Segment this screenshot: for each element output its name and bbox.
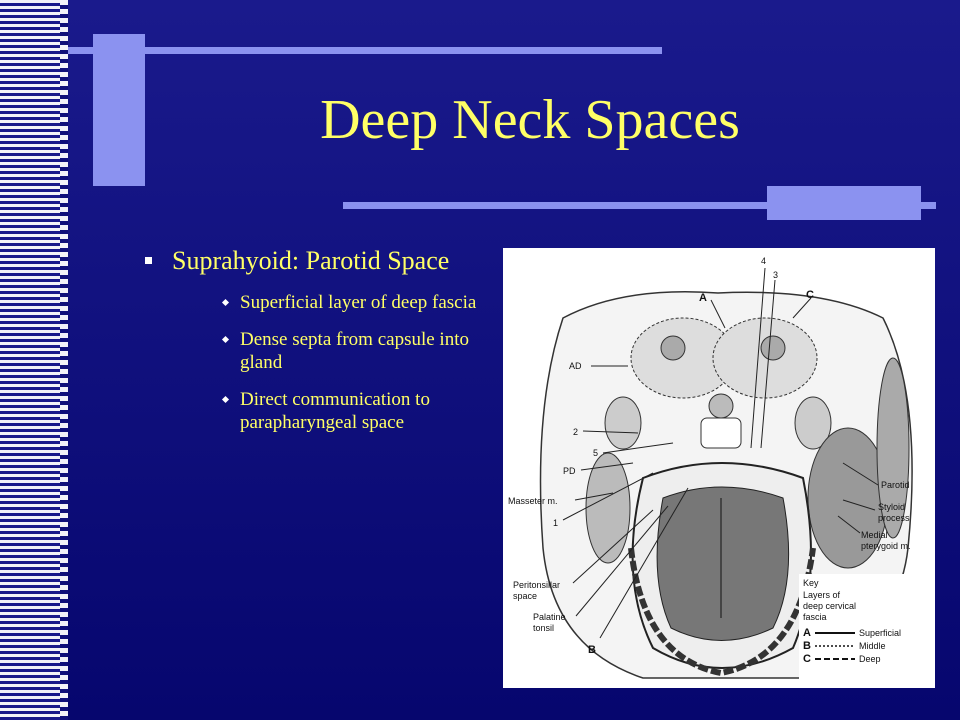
deco-top-line xyxy=(68,47,662,54)
key-B: B xyxy=(803,640,811,652)
sub-bullet-item xyxy=(223,388,495,434)
key-title: Key xyxy=(803,578,819,588)
bullet-list xyxy=(145,245,495,448)
label-styloid-2: process xyxy=(878,513,910,523)
label-masseter: Masseter m. xyxy=(508,496,558,506)
diamond-bullet-icon xyxy=(222,336,229,343)
key-line-2: deep cervical xyxy=(803,601,857,611)
label-peritonsillar-1: Peritonsillar xyxy=(513,580,561,590)
label-PD: PD xyxy=(563,466,576,476)
slide-title: Deep Neck Spaces xyxy=(320,89,740,151)
label-B: B xyxy=(588,644,596,656)
sub-bullet-list xyxy=(145,291,495,434)
label-medial-1: Medial xyxy=(861,530,888,540)
key-superficial: Superficial xyxy=(859,628,902,638)
label-4: 4 xyxy=(761,256,767,266)
sub-bullet-item xyxy=(223,328,495,374)
label-palatine-2: tonsil xyxy=(533,623,555,633)
label-AD: AD xyxy=(569,361,582,371)
bullet-item xyxy=(145,245,495,277)
key-line-1: Layers of xyxy=(803,590,841,600)
label-A: A xyxy=(699,292,707,304)
deco-mid-line xyxy=(343,202,936,209)
sub-bullet-text: Dense septa from capsule into gland xyxy=(240,329,469,373)
key-line-3: fascia xyxy=(803,612,827,622)
bullet-text: Suprahyoid: Parotid Space xyxy=(172,246,450,275)
label-5: 5 xyxy=(593,448,599,458)
diamond-bullet-icon xyxy=(222,396,229,403)
square-bullet-icon xyxy=(145,257,152,264)
label-2: 2 xyxy=(573,427,579,437)
key-A: A xyxy=(803,627,811,639)
label-1: 1 xyxy=(553,518,559,528)
label-parotid: Parotid xyxy=(881,480,910,490)
label-3: 3 xyxy=(773,270,779,280)
anatomy-figure xyxy=(503,248,935,688)
anatomy-illustration xyxy=(503,248,935,688)
label-peritonsillar-2: space xyxy=(513,591,538,601)
key-middle: Middle xyxy=(859,641,886,651)
label-medial-2: pterygoid m. xyxy=(861,541,911,551)
label-styloid-1: Styloid xyxy=(878,502,906,512)
key-deep: Deep xyxy=(859,654,881,664)
deco-vertical-bar xyxy=(93,34,145,186)
figure-key xyxy=(799,574,935,688)
key-C: C xyxy=(803,653,811,665)
label-C: C xyxy=(806,289,814,301)
sub-bullet-text: Superficial layer of deep fascia xyxy=(240,292,477,313)
label-palatine-1: Palatine xyxy=(533,612,566,622)
left-stripe-decoration xyxy=(0,0,68,720)
sub-bullet-item xyxy=(223,291,495,314)
diamond-bullet-icon xyxy=(222,299,229,306)
sub-bullet-text: Direct communication to parapharyngeal space xyxy=(240,389,430,433)
